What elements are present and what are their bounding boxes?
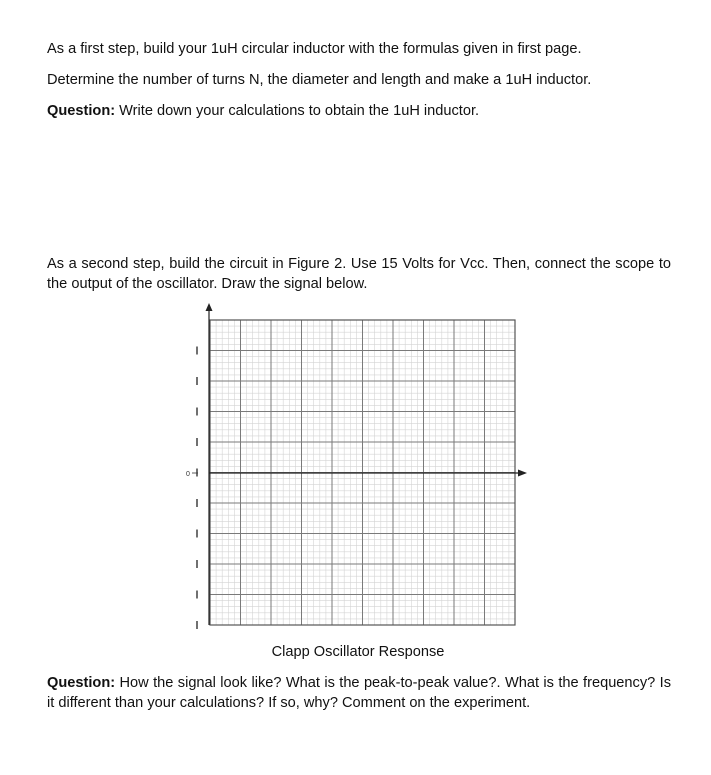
x-axis-arrow-icon (518, 470, 527, 477)
intro-line-1: As a first step, build your 1uH circular inductor with the formulas given in first page. (47, 41, 582, 57)
question-2 (47, 674, 671, 713)
zero-label: 0 (186, 471, 190, 478)
question-2-label: Question: (47, 675, 116, 691)
y-axis-arrow-icon (206, 303, 213, 311)
question-2-text: How the signal look like? What is the peak-to-peak value?. What is the frequency? Is it different than your calculations? If so, why? Comment on the experiment. (47, 675, 671, 711)
question-1-label: Question: (47, 103, 116, 119)
graph-caption: Clapp Oscillator Response (271, 644, 445, 660)
step-2-paragraph: As a second step, build the circuit in Figure 2. Use 15 Volts for Vcc. Then, connect the scope to the output of the oscillator. Draw the signal below. (47, 256, 671, 292)
signal-drawing-grid (168, 300, 538, 635)
question-1 (47, 102, 479, 120)
intro-line-2: Determine the number of turns N, the diameter and length and make a 1uH inductor. (47, 72, 592, 88)
question-1-text: Write down your calculations to obtain the 1uH inductor. (115, 103, 480, 119)
